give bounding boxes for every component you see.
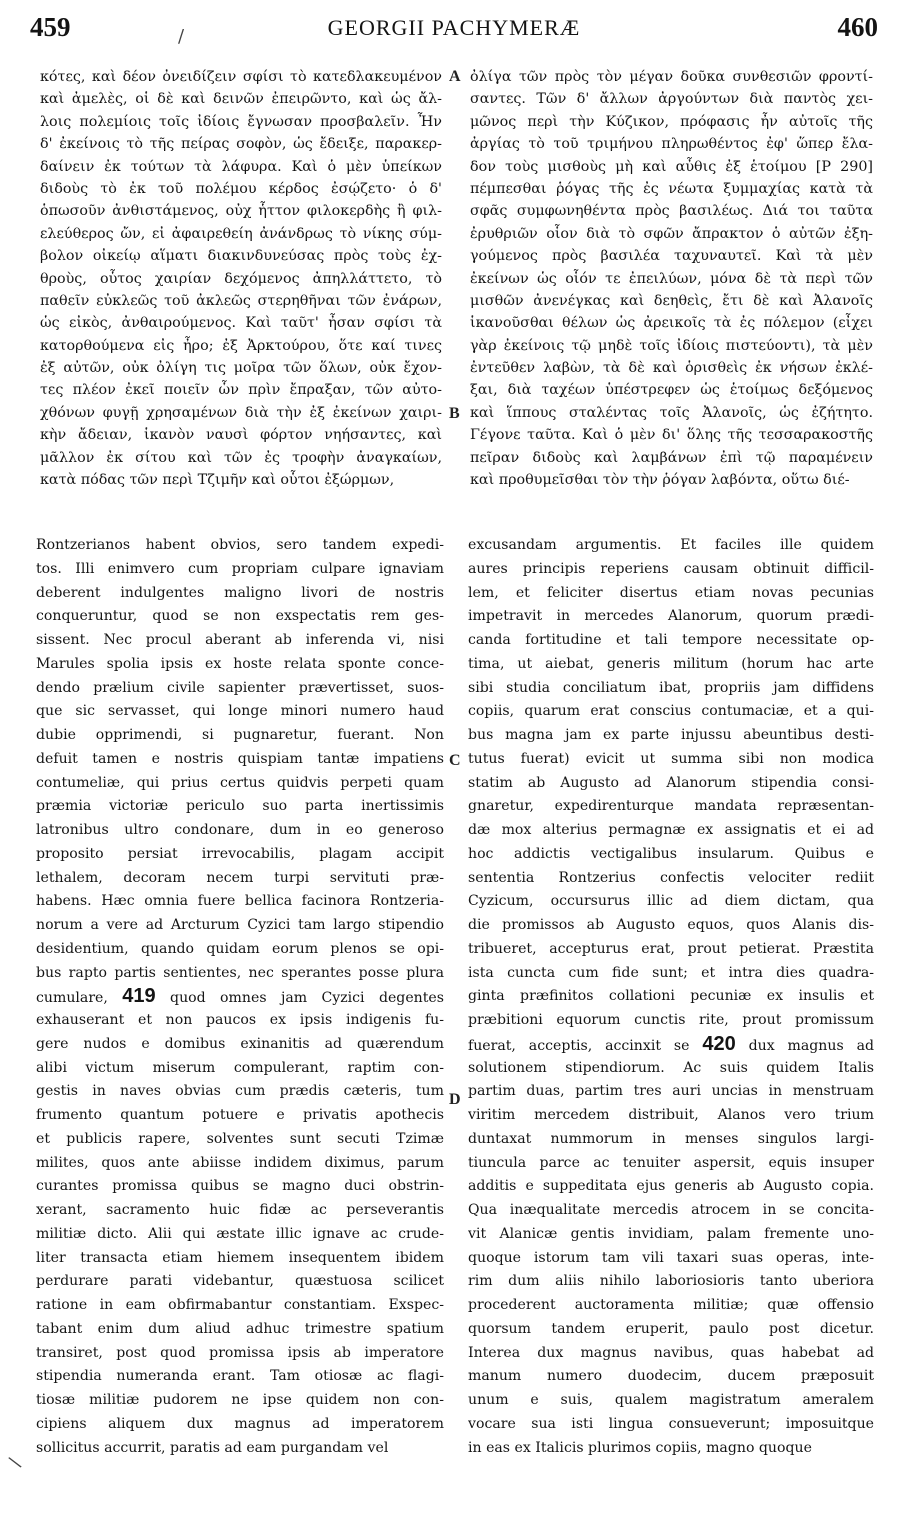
text-line: ginta præfinitos collationi pecuniæ ex insulis et: [468, 988, 874, 1005]
text-line: σαντες. Τῶν δ' ἄλλων ἀργούντων διὰ παντὸς χει-: [470, 91, 873, 108]
page-number-left: 459: [30, 12, 71, 42]
text-line: χθόνων φυγῇ χρησαμένων διὰ τὴν ἐξ ἐκείνων χαιρι-: [40, 404, 442, 421]
greek-column-left: [40, 66, 442, 491]
text-line: quorsum tandem eruperit, paulo post dicetur.: [468, 1320, 874, 1337]
text-line: bus rapto partis sentientes, nec sperantes posse plura: [36, 964, 444, 981]
text-line: sissent. Nec procul aberant ab inferenda vi, nisi: [36, 632, 444, 648]
text-line: ὀλίγα τῶν πρὸς τὸν μέγαν δοῦκα συνθεσιῶν φροντί-: [470, 69, 873, 85]
text-line: proposito persiat irrevocabilis, plagam accipit: [36, 845, 444, 862]
text-line: cipiens aliquem dux magnus ad imperatorem: [36, 1415, 444, 1432]
text-line: μισθῶν ἀνενέγκας καὶ δεηθεὶς, ἔτι δὲ καὶ Ἀλανοῖς: [470, 292, 873, 309]
text-line: ξαι, διὰ ταχέων ὑπέστρεφεν ὡς ἑτοίμως δεξόμενος: [470, 382, 873, 399]
text-line: curantes promissa quibus se magno duci obstrin-: [36, 1178, 444, 1195]
text-line: xerant, sacramento huic fidæ ac perseverantis: [36, 1202, 444, 1218]
text-line: manum numero duodecim, ducem præposuit: [468, 1368, 874, 1385]
latin-column-right: [468, 534, 874, 1460]
page-header: [30, 12, 878, 52]
text-line: sententia Rontzerius confectis velociter rediit: [468, 869, 874, 886]
text-line: que sic servasset, qui longe minori numero haud: [36, 703, 444, 720]
text-line: κατὰ πόδας τῶν περὶ Τζιμῆν καὶ οὗτοι ἐξώρμων,: [40, 472, 395, 489]
page-marker: 419: [122, 985, 156, 1008]
text-line: διδοὺς τὸ ἐκ τοῦ πολέμου κέρδος ἐσῴζετο· ὁ δ': [40, 180, 442, 197]
text-line: præmia victoriæ periculo suo parta inertissimis: [36, 798, 444, 815]
text-line: δαίνειν ἐκ τούτων τὰ λάφυρα. Καὶ ὁ μὲν ὑπείκων: [40, 158, 442, 175]
text-line: hoc addictis vectigalibus insularum. Quibus e: [468, 845, 874, 862]
text-line: Marules spolia ipsis ex hoste relata sponte conce-: [36, 655, 444, 672]
text-line: dæ mox alterius permagnæ ex assignatis et ei ad: [468, 822, 874, 838]
page-number-right: 460: [837, 12, 878, 42]
text-line: Cyzicum, occursurus illic ad diem dictam, qua: [468, 893, 874, 910]
text-line: liter transacta etiam hiemem insequentem ibidem: [36, 1249, 444, 1266]
text-line: μῶνος περὶ τὴν Κύζικον, πρόφασις ἦν αὐτοῖς τῆς: [470, 113, 873, 130]
text-line: transiret, post quod promissa ipsis ab imperatore: [36, 1344, 444, 1361]
text-line: tribueret, accepturus erat, prout petierat. Præstita: [468, 940, 874, 957]
text-line: μᾶλλον ἐκ σίτου καὶ τῶν ἐς τροφὴν ἀναγκαίων,: [40, 449, 442, 466]
greek-column-right: [470, 66, 873, 491]
text-line: Qua inæqualitate mercedis atrocem in se concita-: [468, 1202, 874, 1218]
text-line: deberent indulgentes maligno livori de nostris: [36, 584, 444, 601]
text-line: δ' ἐκείνοις τὸ τῆς πείρας σοφὸν, ὡς ἔδειξε, παρακερ-: [40, 136, 442, 153]
margin-letter-d: D: [449, 1091, 461, 1108]
text-line: vocare sua isti lingua consueverunt; imposuitque: [468, 1415, 874, 1432]
text-line: frumento quantum potuere e privatis apothecis: [36, 1107, 444, 1123]
text-line: ἀργίας τὸ τοῦ τριμήνου πληρωθέντος ἐφ' ὥπερ ἔλα-: [470, 136, 873, 153]
text-line: fuerat, acceptis, accinxit se 420 dux magnus ad: [468, 1032, 874, 1055]
text-line: ἐντεῦθεν λαβὼν, τὰ δὲ καὶ ὁρισθεὶς ἐκ νήσων ἐκλέ-: [470, 360, 873, 377]
text-line: exhauserant et non paucos ex ipsis indigenis fu-: [36, 1012, 444, 1028]
text-line: norum a vere ad Arcturum Cyzici tam largo stipendio: [36, 917, 444, 933]
text-line: duntaxat nummorum in menses singulos largi-: [468, 1130, 874, 1147]
text-line: lethalem, decoram necem turpi servituti præ-: [36, 869, 444, 886]
text-line: πέμπεσθαι ῥόγας τῆς ἐς νέωτα ξυμμαχίας κατὰ τὰ: [470, 180, 873, 197]
text-line: procederent auctoramenta militiæ; quæ offensio: [468, 1297, 874, 1313]
text-line: unum e suis, qualem magistratum ameralem: [468, 1392, 874, 1408]
text-line: die promissos ab Augusto equos, quos Alanis dis-: [468, 917, 874, 933]
text-line: præbitioni equorum cunctis rite, prout promissum: [468, 1012, 874, 1028]
text-line: Γέγονε ταῦτα. Καὶ ὁ μὲν δι' ὅλης τῆς τεσσαρακοστῆς: [470, 427, 873, 444]
text-line: latronibus ultro condonare, dum in eo generoso: [36, 822, 444, 838]
text-line: κατορθούμενα εἰς ἦρο; ἐξ Ἀρκτούρου, ὅτε καί τινες: [40, 337, 442, 354]
running-head: GEORGII PACHYMERÆ: [327, 15, 581, 40]
text-line: tima, ut aiebat, generis militum (horum hac arte: [468, 655, 874, 672]
text-line: καὶ ἀμελὲς, οἱ δὲ καὶ δεινῶν ἐπειρῶντο, καὶ ὡς ἄλ-: [40, 91, 442, 108]
text-line: πεῖραν διδοὺς καὶ λαμβάνων ἐπὶ τῷ παραμένειν: [470, 449, 873, 466]
text-line: solutionem stipendiorum. Ac suis quidem Italis: [468, 1059, 874, 1076]
text-line: ελεύθερος ὤν, εἰ ἀφαιρεθείη ἀνάνδρως τὸ νίκης σύμ-: [40, 225, 442, 242]
text-line: ἐξ αὐτῶν, οὐκ ὀλίγη τις μοῖρα τῶν ὅλων, οὐκ ἔχον-: [40, 360, 442, 377]
text-line: excusandam argumentis. Et faciles ille quidem: [468, 537, 874, 553]
text-line: Interea dux magnus navibus, quas habebat ad: [468, 1344, 874, 1361]
text-line: additis e suppeditata ejus generis ab Augusto copia.: [468, 1178, 874, 1195]
text-line: aures principis reperiens causam obtinuit difficil-: [468, 560, 874, 577]
text-line: defuit tamen e nostris quispiam tantæ impatiens: [36, 750, 444, 767]
text-line: tos. Illi enimvero cum propriam culpare ignaviam: [36, 560, 444, 577]
text-line: copiis, quarum erat conscius contumaciæ, et a qui-: [468, 703, 874, 720]
text-line: militiæ dicto. Alii qui æstate illic ignave ac crude-: [36, 1225, 444, 1242]
text-line: κὴν ἄδειαν, ἱκανὸν ναυσὶ φόρτον νηήσαντες, καὶ: [40, 427, 442, 444]
text-line: canda fortitudine et tali tempore necessitate op-: [468, 632, 874, 648]
text-line: κότες, καὶ δέον ὀνειδίζειν σφίσι τὸ κατεδλακευμένον: [40, 69, 442, 85]
text-line: stipendia numeranda erant. Tam otiosæ ac flagi-: [36, 1368, 444, 1385]
text-line: ratione in eam obfirmabantur constantiam. Exspec-: [36, 1297, 444, 1313]
stray-mark: /: [178, 26, 185, 47]
text-line: habens. Hæc omnia fuere bellica facinora Rontzeria-: [36, 893, 444, 910]
text-line: θροὺς, οὗτος χαιρίαν δεχόμενος ἀπηλλάττετο, τὸ: [40, 270, 442, 287]
text-line: tabant enim dum aliud adhuc trimestre spatium: [36, 1320, 444, 1337]
margin-letter-c: C: [449, 752, 461, 769]
text-line: ὡς εἰκὸς, ἀνθαιρούμενος. Καὶ ταῦτ' ἦσαν σφίσι τὰ: [40, 315, 442, 332]
text-line: παθεῖν εὐκλεῶς τοῦ ἀκλεῶς στερηθῆναι τῶν ἐνάρων,: [40, 292, 442, 309]
text-line: et publicis rapere, solventes sunt secuti Tzimæ: [36, 1130, 444, 1147]
text-line: vit Alanicæ gentis invidiam, palam fremente uno-: [468, 1225, 874, 1242]
text-line: καὶ προθυμεῖσθαι τὸν τὴν ῥόγαν λαβόντα, οὕτω διέ-: [470, 472, 850, 489]
latin-column-left: [36, 534, 444, 1460]
margin-letter-a: A: [449, 68, 461, 85]
stray-mark: \: [6, 1452, 24, 1473]
text-line: quoque istorum tam vili taxari suas operas, inte-: [468, 1249, 874, 1266]
text-line: γούμενος πρὸς βασιλέα ταχυναυτεῖ. Καὶ τὰ μὲν: [470, 248, 873, 265]
text-line: dubie opprimendi, si pugnaretur, fuerant. Non: [36, 727, 444, 743]
text-line: statim ab Augusto ad Alanorum stipendia consi-: [468, 774, 874, 791]
text-line: alibi victum miserum compulerant, raptim con-: [36, 1059, 444, 1076]
margin-letter-b: B: [449, 405, 460, 422]
text-line: καὶ ἵππους σταλέντας τοῖς Ἀλανοῖς, ὡς ἐζήτητο.: [470, 404, 873, 421]
text-line: βολον οἰκείῳ αἵματι διακινδυνεύσας πρὸς τοὺς ἐχ-: [40, 248, 442, 265]
text-line: dendo prælium civile sapienter prævertisset, suos-: [36, 679, 444, 696]
text-line: desidentium, quando quidam eorum plenos se opi-: [36, 940, 444, 957]
text-line: Rontzerianos habent obvios, sero tandem expedi-: [36, 537, 444, 553]
text-line: viritim mercedem distribuit, Alanos vero trium: [468, 1107, 874, 1123]
text-line: impetravit in mercedes Alanorum, quorum prædi-: [468, 608, 874, 625]
text-line: rim dum aliis nihilo laboriosioris tanto uberiora: [468, 1273, 874, 1290]
text-line: ἱκανοῦσθαι θέλων ὡς ἀρεικοῖς τὰ ἐς πόλεμον (εἶχει: [470, 315, 873, 332]
text-line: gere nudos e domibus exinanitis ad quærendum: [36, 1035, 444, 1052]
text-line: gnaretur, expedirenturque mandata repræsentan-: [468, 798, 874, 815]
text-line: tiuncula parce ac tenuiter aspersit, equis insuper: [468, 1154, 874, 1171]
text-line: perdurare parati videbantur, quæstuosa scilicet: [36, 1273, 444, 1290]
text-line: ἐκείνων ὡς οἷόν τε ἐπειλύων, μόνα δὲ τὰ περὶ τῶν: [470, 270, 873, 287]
text-line: ista cuncta cum fide sunt; et intra dies quadra-: [468, 964, 874, 981]
text-line: lem, et feliciter disertus etiam novas pecunias: [468, 584, 874, 601]
text-line: partim duas, partim tres auri uncias in menstruam: [468, 1083, 874, 1100]
text-line: tutus fuerat) evicit ut summa sibi non modica: [468, 750, 874, 767]
text-line: σφᾶς συμφωνηθέντα πρὸς βασιλέως. Διά τοι ταῦτα: [470, 203, 873, 220]
text-line: conqueruntur, quod se non exspectatis rem ges-: [36, 608, 444, 625]
text-line: sollicitus accurrit, paratis ad eam purgandam vel: [36, 1439, 389, 1456]
text-line: in eas ex Italicis plurimos copiis, magno quoque: [468, 1439, 812, 1456]
text-line: contumeliæ, qui prius certus quidvis perpeti quam: [36, 774, 444, 791]
text-line: δον τοὺς μισθοὺς μὴ καὶ αὖθις ἐξ ἑτοίμου [P 290]: [470, 158, 873, 175]
text-line: ἐρυθριῶν οἷον διὰ τὸ σφῶν ἄπρακτον ὁ αὐτῶν ἐξη-: [470, 225, 873, 242]
text-line: bus magna jam ex parte injussu abeuntibus desti-: [468, 727, 874, 743]
text-line: milites, quos ante abiisse indidem diximus, parum: [36, 1154, 444, 1171]
text-line: tiosæ militiæ pudorem ne ipse quidem non con-: [36, 1392, 444, 1408]
text-line: cumulare, 419 quod omnes jam Cyzici degentes: [36, 985, 444, 1008]
text-line: gestis in naves obvias cum prædis cæteris, tum: [36, 1083, 444, 1100]
page-marker: 420: [702, 1032, 736, 1055]
text-line: γὰρ ἐκείνοις τῷ μηδὲ τοῖς ἰδίοις πιστεύοντι), τὰ μὲν: [470, 337, 873, 354]
text-line: sibi studia conciliatum ibat, propriis jam diffidens: [468, 679, 874, 696]
text-line: ὁπωσοῦν ἀνθιστάμενος, οὐχ ἧττον φιλοκερδὴς ἢ φιλ-: [40, 203, 442, 220]
text-line: τες πλέον ἐκεῖ ποιεῖν ὧν πρὶν ἔπραξαν, τῶν αὐτο-: [40, 382, 442, 399]
text-line: λοις πολεμίοις τοῖς ἰδίοις ἔγνωσαν προσβαλεῖν. Ἦν: [40, 113, 442, 130]
